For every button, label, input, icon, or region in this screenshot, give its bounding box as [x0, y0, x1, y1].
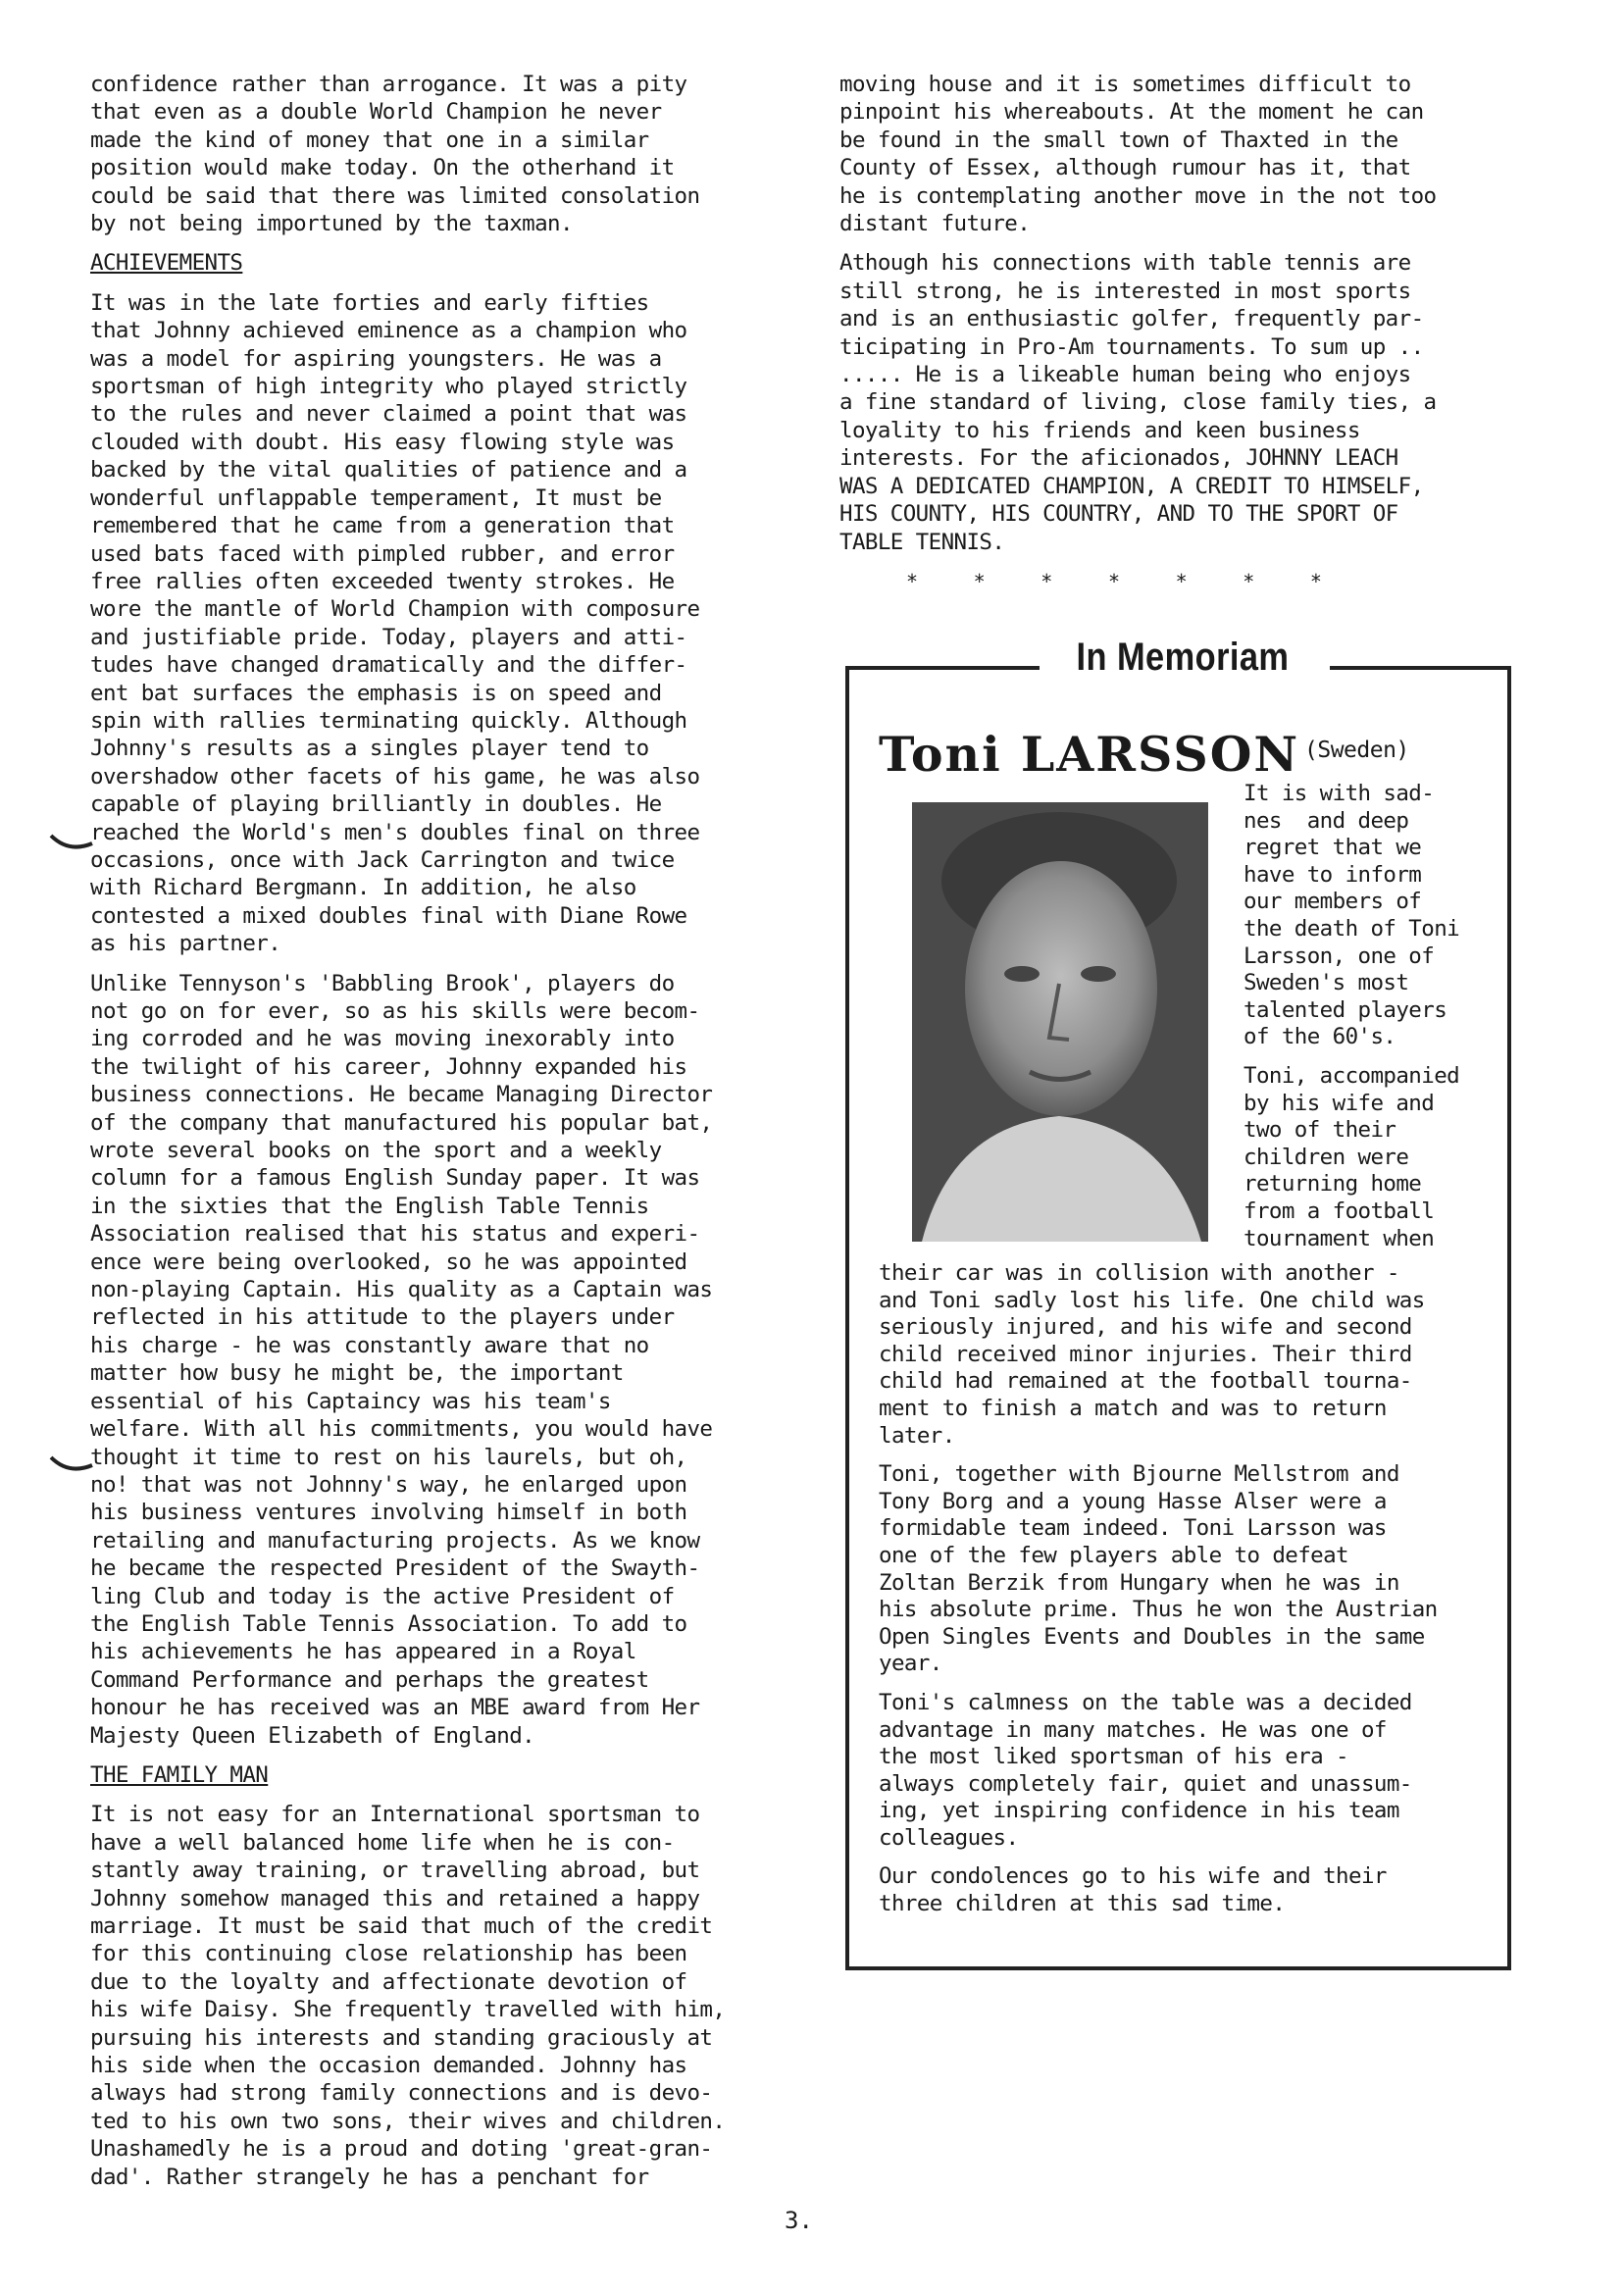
memoriam-paragraph-3: Toni's calmness on the table was a decided advantage in many matches. He was one of the most liked sportsman of his era - always completely fair, quiet and unassum- ing, yet inspiring confidence in his team colleagues.	[879, 1689, 1412, 1851]
memoriam-main-text	[879, 1260, 1506, 1930]
intro-paragraph: confidence rather than arrogance. It was a pity that even as a double World Champion he never made the kind of money that one in a similar position would make today. On the otherhand it could be said that there was limited consolation by not being importuned by the taxman.	[90, 72, 700, 237]
achievements-heading: ACHIEVEMENTS	[90, 250, 243, 277]
tennyson-paragraph: Unlike Tennyson's 'Babbling Brook', players do not go on for ever, so as his skills were becom- ing corroded and he was moving inexorably into the twilight of his career, Johnny expanded his business connections. He became Managing Director of the company that manufactured his popular bat, wrote several books on the sport and a weekly column for a famous English Sunday paper. It was in the sixties that the English Table Tennis Association realised that his status and experi- ence were being overlooked, so he was appointed non-playing Captain. His quality as a Captain was reflected in his attitude to the players under his charge - he was constantly aware that no matter how busy he might be, the important essential of his Captaincy was his team's welfare. With all his commitments, you would have thought it time to rest on his laurels, but oh, no! that was not Johnny's way, he enlarged upon his business ventures involving himself in both retailing and manufacturing projects. As we know he became the respected President of the Swayth- ling Club and today is the active President of the English Table Tennis Association. To add to his achievements he has appeared in a Royal Command Performance and perhaps the greatest honour he has received was an MBE award from Her Majesty Queen Elizabeth of England.	[90, 970, 713, 1749]
right-column	[839, 71, 1516, 595]
memoriam-title: In Memoriam	[1076, 636, 1290, 679]
memoriam-side-paragraph-1: It is with sad- nes and deep regret that we have to inform our members of the death of Toni Larsson, one of Sweden's most talented players of the 60's.	[1243, 781, 1460, 1050]
memoriam-side-paragraph-2: Toni, accompanied by his wife and two of their children were returning home from a football tournament when	[1243, 1062, 1460, 1251]
portrait-photo	[912, 802, 1208, 1242]
memoriam-paragraph-2: Toni, together with Bjourne Mellstrom and Tony Borg and a young Hasse Alser were a formidable team indeed. Toni Larsson was one of the few players able to defeat Zoltan Berzik from Hungary when he was in his absolute prime. Thus he won the Austrian Open Singles Events and Doubles in the same year.	[879, 1461, 1438, 1677]
margin-tick-mark-1	[49, 832, 96, 855]
memoriam-paragraph-4: Our condolences go to his wife and their three children at this sad time.	[879, 1863, 1387, 1917]
family-paragraph: It is not easy for an International sportsman to have a well balanced home life when he is con- stantly away training, or travelling abroad, but Johnny somehow managed this and retained a happy marriage. It must be said that much of the credit for this continuing close relationship has been due to the loyalty and affectionate devotion of his wife Daisy. She frequently travelled with him, pursuing his interests and standing graciously at his side when the occasion demanded. Johnny has always had strong family connections and is devo- ted to his own two sons, their wives and children. Unashamedly he is a proud and doting 'great-gran- dad'. Rather strangely he has a penchant for	[90, 1802, 726, 2190]
page-number: 3.	[785, 2207, 813, 2234]
memoriam-name: Toni LARSSON	[879, 726, 1300, 783]
achievements-paragraph: It was in the late forties and early fifties that Johnny achieved eminence as a champion who was a model for aspiring youngsters. He was a sportsman of high integrity who played strictly to the rules and never claimed a point that was clouded with doubt. His easy flowing style was backed by the vital qualities of patience and a wonderful unflappable temperament, It must be remembered that he came from a generation that used bats faced with pimpled rubber, and error free rallies often exceeded twenty strokes. He wore the mantle of World Champion with composure and justifiable pride. Today, players and atti- tudes have changed dramatically and the differ- ent bat surfaces the emphasis is on speed and spin with rallies terminating quickly. Although Johnny's results as a singles player tend to overshadow other facets of his game, he was also capable of playing brilliantly in doubles. He reached the World's men's doubles final on three occasions, once with Jack Carrington and twice with Richard Bergmann. In addition, he also contested a mixed doubles final with Diane Rowe as his partner.	[90, 289, 700, 957]
memoriam-side-text	[1243, 781, 1508, 1264]
star-divider: * * * * * * *	[906, 569, 1322, 593]
memoriam-rule-left	[845, 666, 1040, 670]
memoriam-paragraph-1: their car was in collision with another - and Toni sadly lost his life. One child was seriously injured, and his wife and second child received minor injuries. Their third child had remained at the football tourna- ment to finish a match and was to return later.	[879, 1260, 1425, 1449]
family-heading: THE FAMILY MAN	[90, 1761, 269, 1788]
portrait-illustration	[912, 802, 1208, 1242]
memoriam-country: (Sweden)	[1304, 738, 1409, 763]
memoriam-rule-right	[1330, 666, 1511, 670]
moving-paragraph: moving house and it is sometimes difficult to pinpoint his whereabouts. At the moment he can be found in the small town of Thaxted in the County of Essex, although rumour has it, that he is contemplating another move in the not too distant future.	[839, 72, 1437, 237]
connections-paragraph: Athough his connections with table tennis are still strong, he is interested in most sports and is an enthusiastic golfer, frequently par- ticipating in Pro-Am tournaments. To sum up .. ..... He is a likeable human being who enjoys a fine standard of living, close family ties, a loyality to his friends and keen business interests. For the aficionados, JOHNNY LEACH WAS A DEDICATED CHAMPION, A CREDIT TO HIMSELF, HIS COUNTY, HIS COUNTRY, AND TO THE SPORT OF TABLE TENNIS.	[839, 250, 1437, 555]
margin-tick-mark-2	[49, 1453, 96, 1477]
left-column	[90, 71, 796, 2203]
